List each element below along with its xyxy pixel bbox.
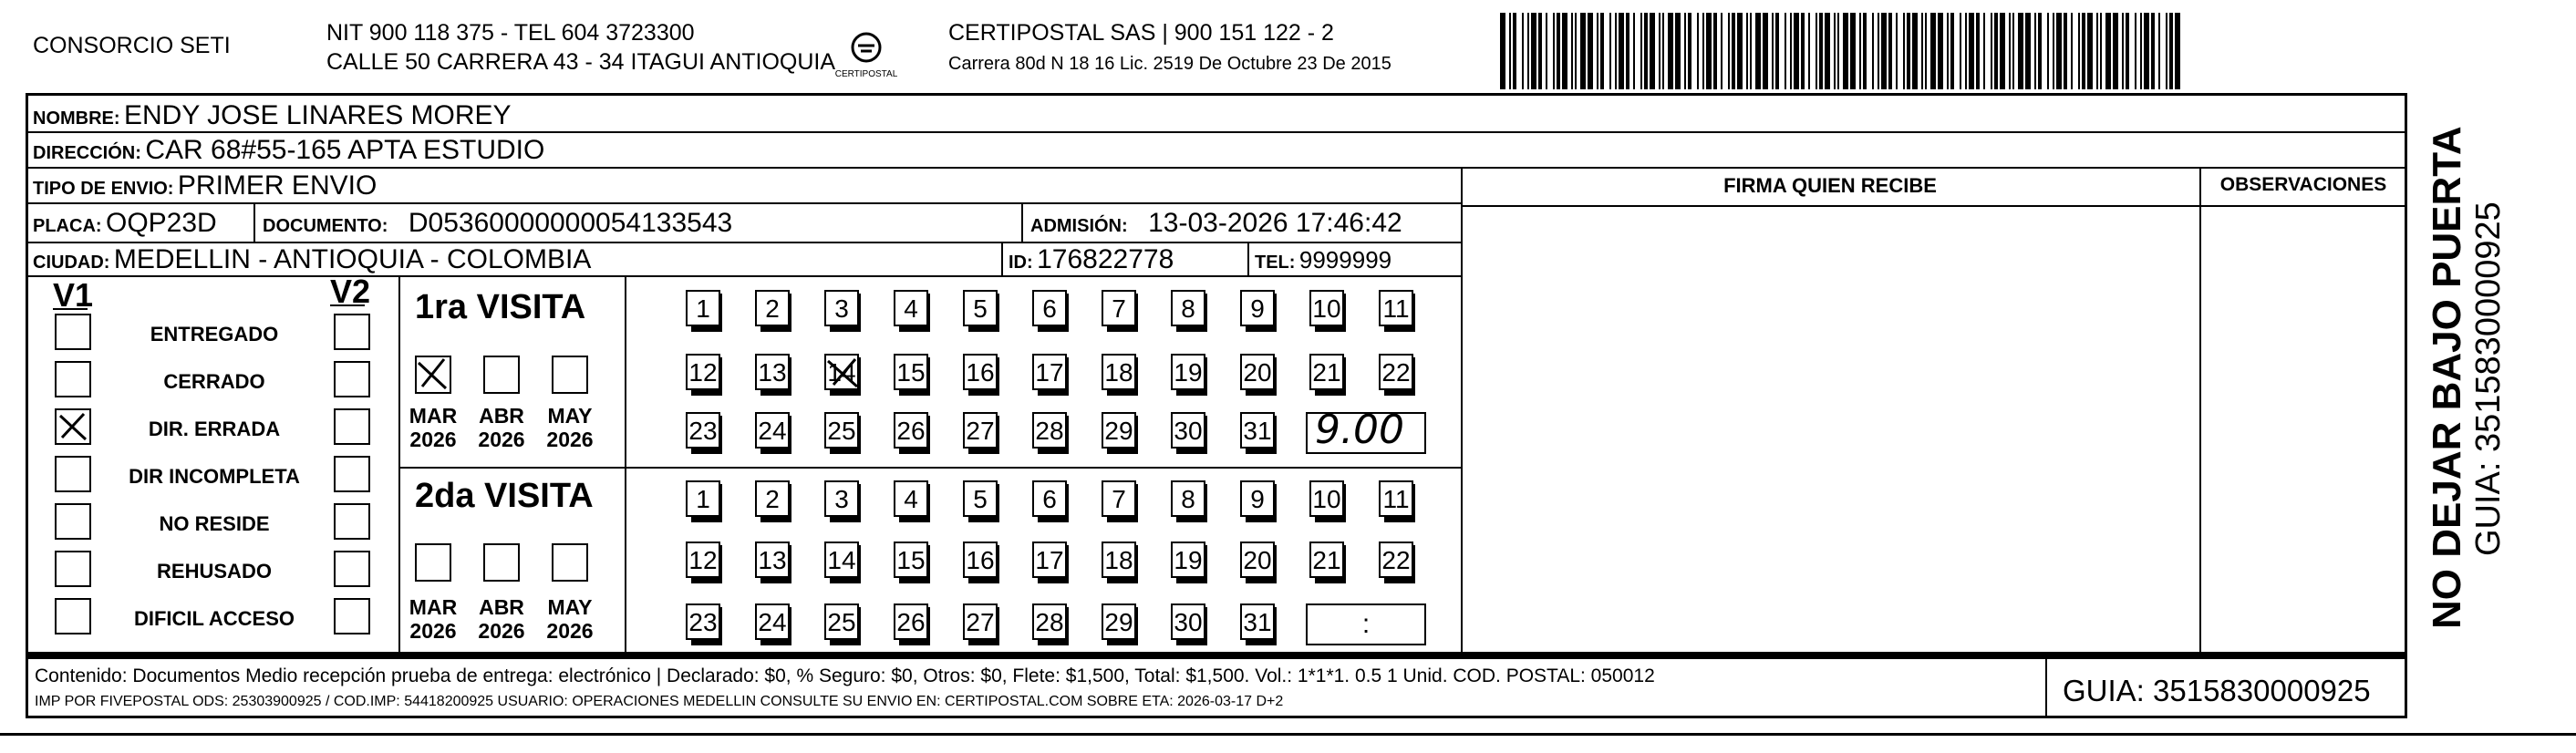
month-year: 2026 — [478, 619, 525, 644]
day-box[interactable]: 11 — [1379, 480, 1413, 517]
day-box[interactable]: 10 — [1309, 480, 1344, 517]
v1-checkbox[interactable] — [55, 361, 91, 397]
day-box[interactable]: 22 — [1379, 354, 1413, 390]
day-box[interactable]: 28 — [1032, 412, 1067, 449]
day-box[interactable]: 20 — [1240, 354, 1275, 390]
v1-checkbox[interactable] — [55, 551, 91, 587]
month-name: MAY — [547, 404, 593, 428]
day-box[interactable]: 30 — [1171, 603, 1205, 640]
v1-checkbox[interactable] — [55, 314, 91, 350]
day-box[interactable]: 5 — [963, 480, 998, 517]
visit2-time-box[interactable] — [1306, 603, 1426, 645]
v2-checkbox[interactable] — [334, 361, 370, 397]
observations-header: OBSERVACIONES — [2219, 174, 2387, 195]
v1-checkbox[interactable] — [55, 456, 91, 492]
day-box[interactable]: 13 — [755, 542, 790, 578]
observations-area[interactable] — [2201, 207, 2405, 655]
nit-line: NIT 900 118 375 - TEL 604 3723300 — [326, 20, 695, 46]
v2-label: V2 — [330, 273, 371, 310]
admission-value: 13-03-2026 17:46:42 — [1148, 208, 1402, 238]
day-box[interactable]: 29 — [1102, 412, 1136, 449]
day-box[interactable]: 26 — [894, 603, 928, 640]
signature-area[interactable] — [1463, 207, 2198, 655]
tel-cell — [1255, 248, 1391, 272]
document-value: D05360000000054133543 — [408, 208, 733, 238]
side-guide: GUIA: 3515830000925 — [2469, 201, 2508, 556]
id-cell — [1009, 246, 1174, 273]
signature-header: FIRMA QUIEN RECIBE — [1723, 174, 1937, 197]
certipostal-logo — [830, 27, 903, 82]
day-box[interactable]: 31 — [1240, 603, 1275, 640]
day-box[interactable]: 1 — [686, 480, 720, 517]
month-year: 2026 — [409, 619, 457, 644]
reason-label: DIR INCOMPLETA — [129, 465, 300, 488]
day-box[interactable]: 16 — [963, 542, 998, 578]
address-label: DIRECCIÓN: — [33, 143, 141, 163]
day-box[interactable]: 18 — [1102, 354, 1136, 390]
tel-label: TEL: — [1255, 253, 1296, 273]
day-box[interactable]: 29 — [1102, 603, 1136, 640]
day-box[interactable]: 6 — [1032, 290, 1067, 326]
day-box[interactable]: 11 — [1379, 290, 1413, 326]
content-line: Contenido: Documentos Medio recepción prueba de entrega: electrónico | Declarado: $0, % Seguro: $0, Otros: $0, Flete: $1,500, Total: $1,500. Vol.: 1*1*1. 0.5 1 Unid. COD. POSTAL: 050012 — [35, 665, 1655, 686]
plate-label: PLACA: — [33, 216, 102, 236]
month-year: 2026 — [546, 428, 594, 452]
v2-checkbox[interactable] — [334, 503, 370, 540]
document-label: DOCUMENTO: — [263, 216, 388, 236]
address-line: CALLE 50 CARRERA 43 - 34 ITAGUI ANTIOQUIA — [326, 49, 836, 75]
day-box[interactable]: 12 — [686, 354, 720, 390]
v2-checkbox[interactable] — [334, 598, 370, 634]
day-box[interactable]: 21 — [1309, 354, 1344, 390]
day-box[interactable]: 27 — [963, 603, 998, 640]
v1-label: V1 — [53, 276, 94, 314]
city-label: CIUDAD: — [33, 253, 110, 273]
day-box[interactable]: 9 — [1240, 290, 1275, 326]
plate-value: OQP23D — [106, 208, 217, 238]
type-label: TIPO DE ENVIO: — [33, 179, 174, 199]
imp-line: IMP POR FIVEPOSTAL ODS: 25303900925 / COD.IMP: 54418200925 USUARIO: OPERACIONES MEDELLIN CONSULTE SU ENVIO EN: CERTIPOSTAL.COM SOBRE ETA: 2026-03-17 D+2 — [35, 694, 1284, 709]
month-label — [472, 595, 531, 644]
month-name: MAY — [547, 595, 593, 619]
id-value: 176822778 — [1037, 244, 1174, 274]
month-name: ABR — [479, 595, 524, 619]
month-label — [404, 404, 462, 452]
day-box[interactable]: 31 — [1240, 412, 1275, 449]
month-checkbox[interactable] — [415, 543, 451, 582]
day-box[interactable]: 25 — [824, 603, 859, 640]
day-box[interactable]: 27 — [963, 412, 998, 449]
day-box[interactable]: 14 — [824, 354, 859, 390]
city-cell — [33, 246, 591, 273]
day-box[interactable]: 15 — [894, 354, 928, 390]
day-box[interactable]: 28 — [1032, 603, 1067, 640]
month-checkbox[interactable] — [483, 356, 520, 394]
name-label: NOMBRE: — [33, 108, 120, 129]
day-box[interactable]: 9 — [1240, 480, 1275, 517]
month-name: MAR — [409, 404, 458, 428]
day-box[interactable]: 25 — [824, 412, 859, 449]
day-box[interactable]: 24 — [755, 412, 790, 449]
shipment-type: PRIMER ENVIO — [177, 170, 378, 201]
license-line: Carrera 80d N 18 16 Lic. 2519 De Octubre 23 De 2015 — [948, 54, 1391, 74]
admission-cell — [1030, 210, 1402, 237]
v2-checkbox[interactable] — [334, 456, 370, 492]
company-name: CONSORCIO SETI — [33, 33, 231, 58]
month-label — [404, 595, 462, 644]
barcode — [1500, 13, 2179, 89]
recipient-address: CAR 68#55-165 APTA ESTUDIO — [145, 135, 545, 165]
tel-value: 9999999 — [1298, 246, 1392, 273]
day-box[interactable]: 15 — [894, 542, 928, 578]
month-year: 2026 — [546, 619, 594, 644]
carrier-line: CERTIPOSTAL SAS | 900 151 122 - 2 — [948, 20, 1334, 46]
name-row — [33, 102, 512, 129]
day-box[interactable]: 26 — [894, 412, 928, 449]
day-box[interactable]: 17 — [1032, 542, 1067, 578]
svg-text:CERTIPOSTAL: CERTIPOSTAL — [834, 69, 898, 79]
day-box[interactable]: 2 — [755, 480, 790, 517]
id-label: ID: — [1009, 253, 1033, 273]
month-checkbox[interactable] — [415, 356, 451, 394]
day-box[interactable]: 23 — [686, 412, 720, 449]
month-label — [541, 404, 599, 452]
day-box[interactable]: 18 — [1102, 542, 1136, 578]
v1-checkbox[interactable] — [55, 503, 91, 540]
day-box[interactable]: 19 — [1171, 354, 1205, 390]
month-checkbox[interactable] — [483, 543, 520, 582]
month-checkbox[interactable] — [552, 356, 588, 394]
day-box[interactable]: 12 — [686, 542, 720, 578]
v1-checkbox[interactable] — [55, 408, 91, 445]
day-box[interactable]: 23 — [686, 603, 720, 640]
day-box[interactable]: 7 — [1102, 290, 1136, 326]
visit1-time-box[interactable] — [1306, 407, 1426, 454]
day-box[interactable]: 4 — [894, 290, 928, 326]
admission-label: ADMISIÓN: — [1030, 216, 1128, 236]
day-box[interactable]: 3 — [824, 480, 859, 517]
day-box[interactable]: 1 — [686, 290, 720, 326]
plate-cell — [33, 210, 217, 237]
v2-checkbox[interactable] — [334, 408, 370, 445]
reason-label: DIR. ERRADA — [148, 418, 281, 440]
document-cell — [263, 210, 732, 237]
day-box[interactable]: 24 — [755, 603, 790, 640]
address-row — [33, 137, 544, 164]
visit2-title: 2da VISITA — [415, 477, 594, 515]
day-box[interactable]: 8 — [1171, 480, 1205, 517]
footer-guide: GUIA: 3515830000925 — [2063, 674, 2371, 707]
month-name: MAR — [409, 595, 458, 619]
v2-checkbox[interactable] — [334, 314, 370, 350]
reason-label: NO RESIDE — [159, 512, 270, 535]
v1-checkbox[interactable] — [55, 598, 91, 634]
day-box[interactable]: 6 — [1032, 480, 1067, 517]
reason-label: ENTREGADO — [150, 323, 279, 346]
visit2-time: : — [1361, 609, 1371, 639]
day-box[interactable]: 2 — [755, 290, 790, 326]
day-box[interactable]: 22 — [1379, 542, 1413, 578]
day-box[interactable]: 4 — [894, 480, 928, 517]
day-box[interactable]: 17 — [1032, 354, 1067, 390]
day-box[interactable]: 3 — [824, 290, 859, 326]
month-label — [541, 595, 599, 644]
day-box[interactable]: 10 — [1309, 290, 1344, 326]
day-box[interactable]: 5 — [963, 290, 998, 326]
month-year: 2026 — [478, 428, 525, 452]
day-box[interactable]: 19 — [1171, 542, 1205, 578]
side-warning: NO DEJAR BAJO PUERTA — [2425, 126, 2469, 629]
visit1-title: 1ra VISITA — [415, 288, 586, 326]
reason-label: REHUSADO — [157, 560, 272, 583]
month-name: ABR — [479, 404, 524, 428]
day-box[interactable]: 16 — [963, 354, 998, 390]
day-box[interactable]: 13 — [755, 354, 790, 390]
v2-checkbox[interactable] — [334, 551, 370, 587]
month-checkbox[interactable] — [552, 543, 588, 582]
day-box[interactable]: 30 — [1171, 412, 1205, 449]
day-box[interactable]: 8 — [1171, 290, 1205, 326]
city-value: MEDELLIN - ANTIOQUIA - COLOMBIA — [113, 244, 592, 274]
day-box[interactable]: 14 — [824, 542, 859, 578]
month-year: 2026 — [409, 428, 457, 452]
reason-label: DIFICIL ACCESO — [133, 607, 295, 630]
reason-label: CERRADO — [163, 370, 265, 393]
visit1-time: 9.00 — [1315, 407, 1404, 453]
day-box[interactable]: 7 — [1102, 480, 1136, 517]
month-label — [472, 404, 531, 452]
type-row — [33, 172, 377, 200]
recipient-name: ENDY JOSE LINARES MOREY — [124, 100, 512, 130]
day-box[interactable]: 20 — [1240, 542, 1275, 578]
day-box[interactable]: 21 — [1309, 542, 1344, 578]
